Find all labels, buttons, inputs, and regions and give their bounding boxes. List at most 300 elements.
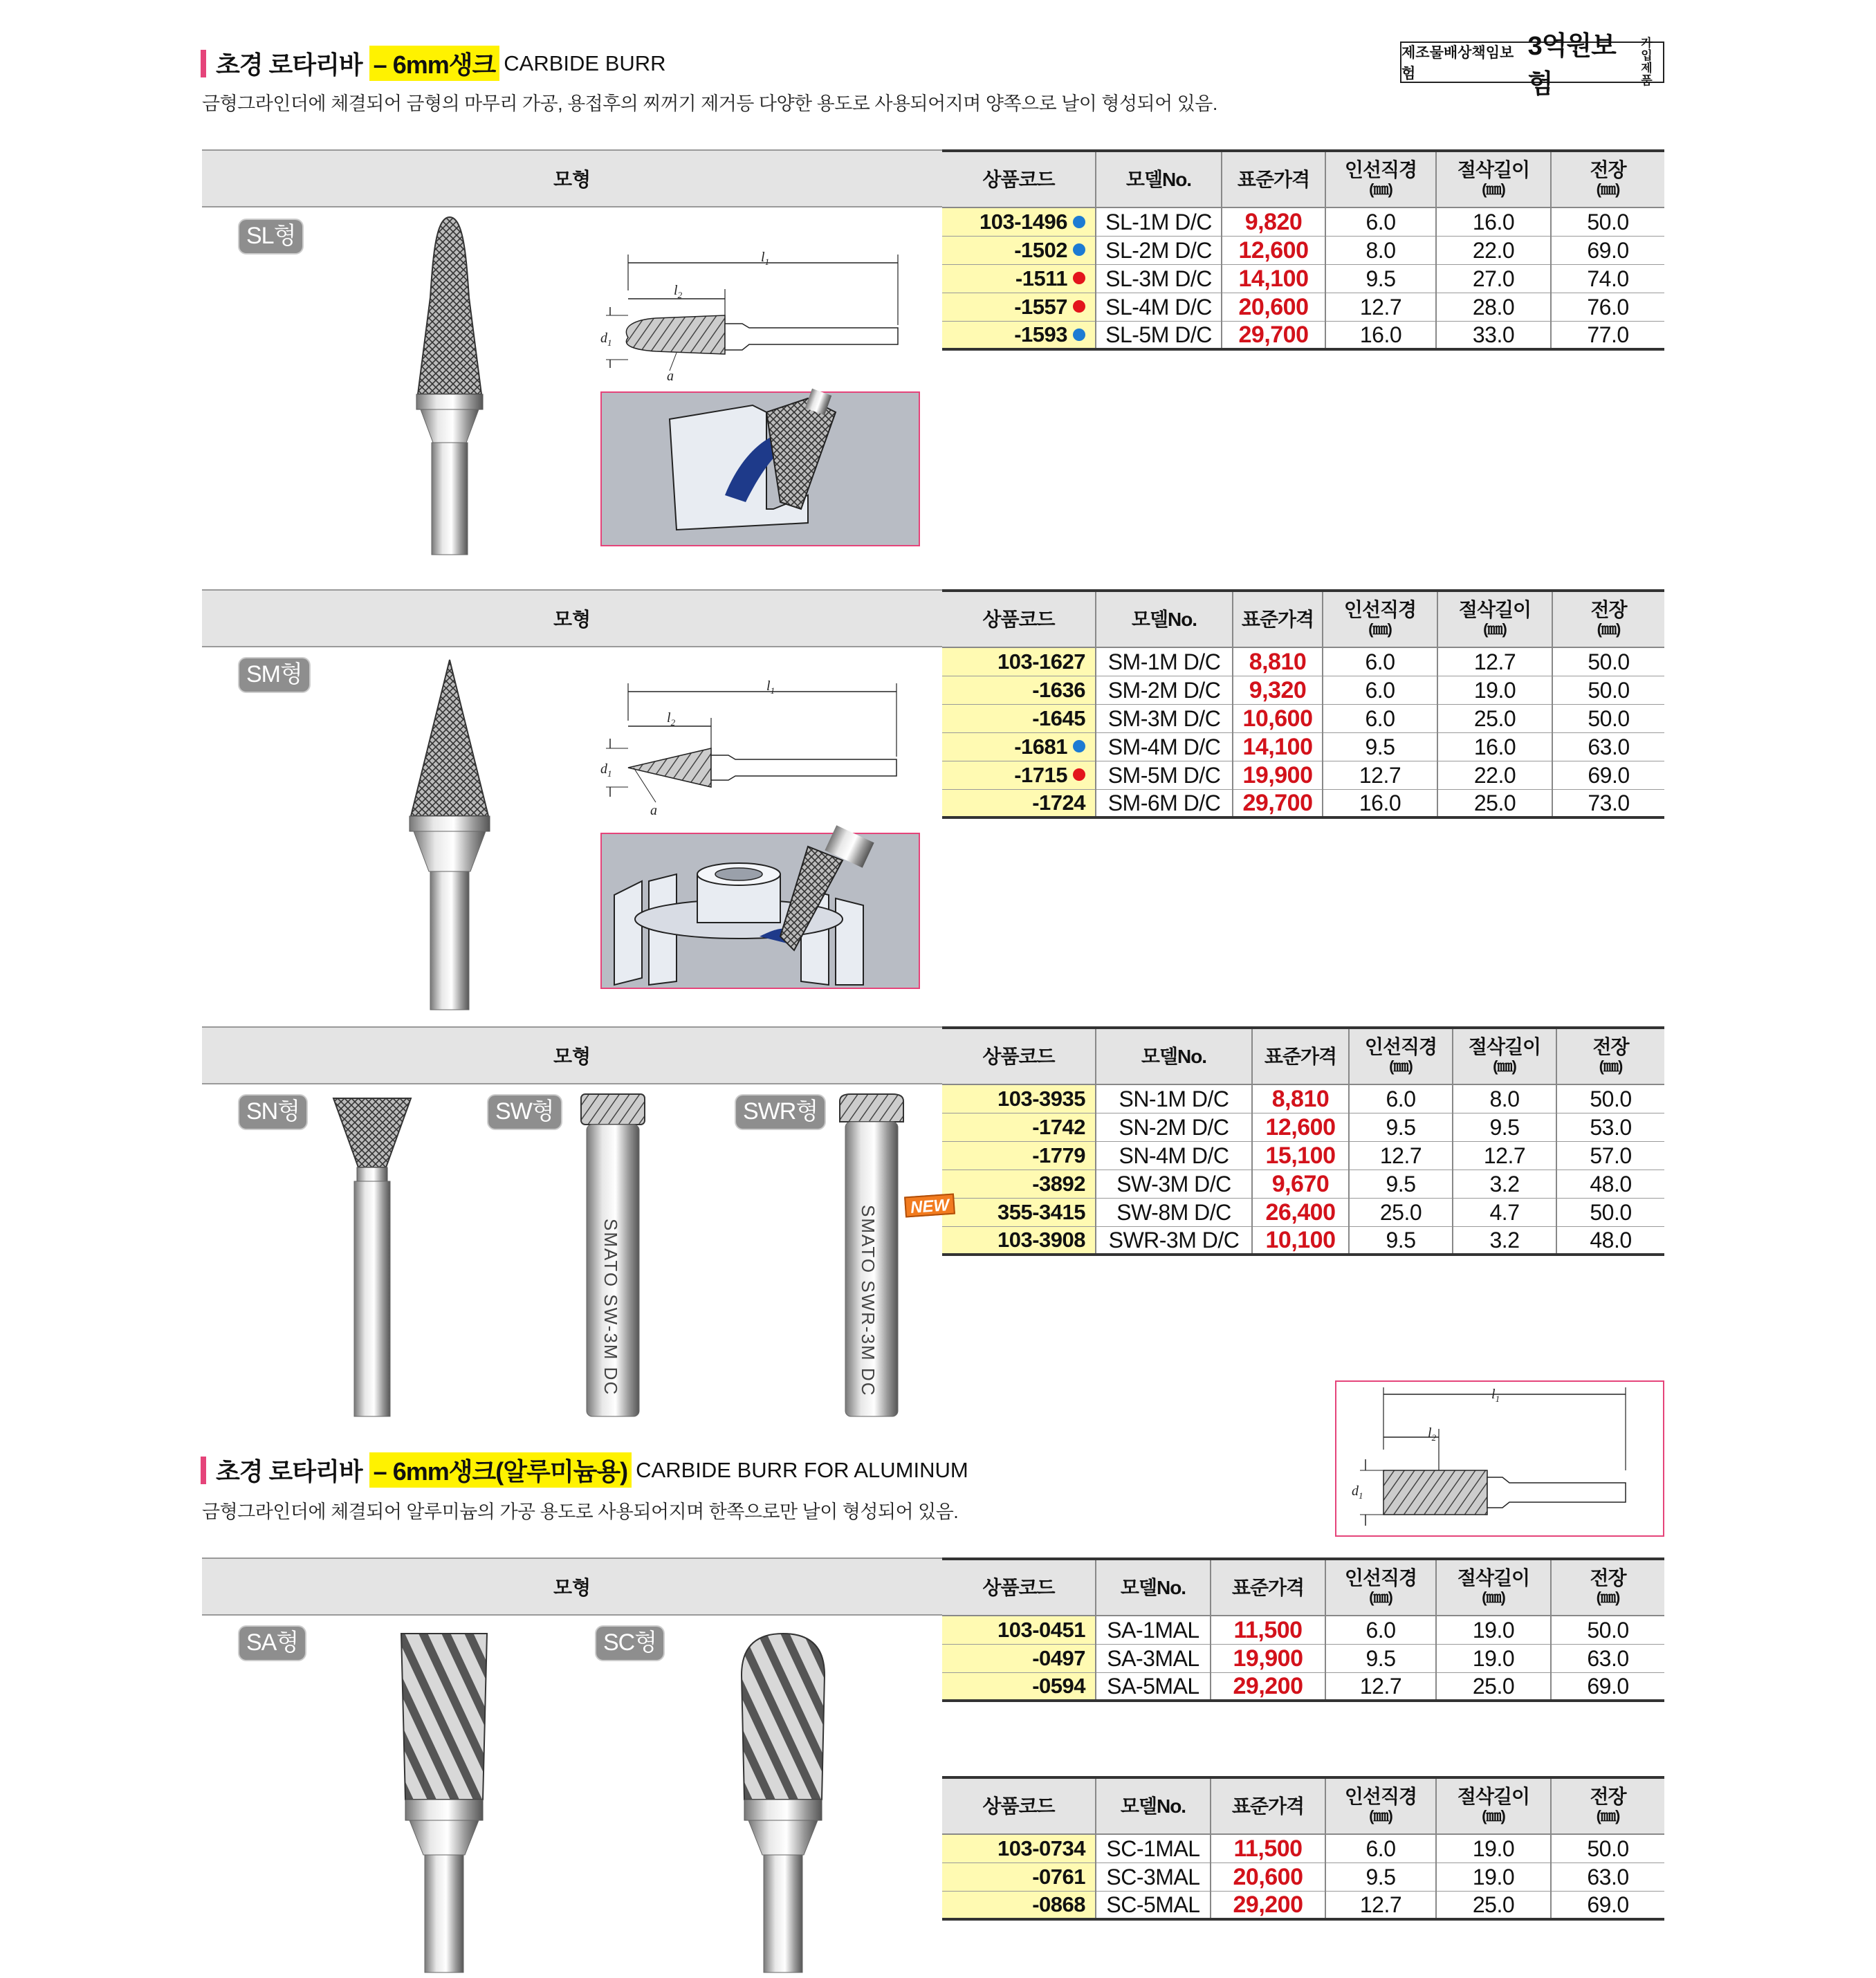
cutting-length-value: 25.0 <box>1472 1892 1515 1917</box>
section2-title-en: CARBIDE BURR FOR ALUMINUM <box>636 1457 968 1482</box>
cutting-length <box>1436 1863 1551 1891</box>
cutting-diameter <box>1323 789 1437 817</box>
model-number-value: SL-5M D/C <box>1105 322 1212 347</box>
col-code: 상품코드 <box>942 1028 1096 1084</box>
product-code-value: -1681 <box>1014 734 1067 759</box>
standard-price-value: 14,100 <box>1238 265 1309 292</box>
standard-price-value: 29,200 <box>1233 1672 1303 1699</box>
dim-l2-label: $l_2$ <box>1428 1425 1437 1443</box>
dim-l1-label: $l_1$ <box>766 678 775 696</box>
table-row <box>942 1644 1664 1672</box>
sn-burr-image <box>331 1098 414 1416</box>
col-unit: (㎜) <box>1597 620 1621 638</box>
cutting-length <box>1436 1616 1551 1644</box>
table-row <box>942 1226 1664 1255</box>
col-diameter <box>1349 1028 1453 1084</box>
badge-swr: SWR형 <box>736 1096 825 1129</box>
col-total-length <box>1551 151 1664 207</box>
cutting-diameter-value: 6.0 <box>1365 649 1395 674</box>
cutting-length-value: 19.0 <box>1472 1864 1515 1889</box>
col-diameter-label: 인선직경 <box>1343 598 1417 620</box>
model-number <box>1096 264 1222 293</box>
col-total-length-label: 전장 <box>1590 1785 1626 1807</box>
standard-price-value: 10,600 <box>1242 705 1313 732</box>
dim-a-label: a <box>667 369 674 384</box>
standard-price <box>1222 293 1325 321</box>
product-code-value: -1593 <box>1014 322 1067 346</box>
cutting-diameter-value: 6.0 <box>1386 1086 1416 1111</box>
model-header: 모형 <box>202 149 942 207</box>
cutting-length <box>1453 1170 1556 1198</box>
model-number <box>1096 1834 1211 1863</box>
total-length-value: 69.0 <box>1587 237 1629 263</box>
new-tag: NEW <box>904 1194 955 1218</box>
standard-price <box>1252 1170 1349 1198</box>
standard-price-value: 9,670 <box>1271 1170 1330 1197</box>
cutting-length-value: 12.7 <box>1473 649 1516 674</box>
total-length <box>1552 761 1664 789</box>
standard-price <box>1222 236 1325 264</box>
badge-sm: SM형 <box>239 658 309 692</box>
section2-description: 금형그라인더에 체결되어 알루미늄의 가공 용도로 사용되어지며 한쪽으로만 날이 형성되어 있음. <box>202 1501 959 1522</box>
col-total-length <box>1552 591 1664 647</box>
cutting-diameter-value: 6.0 <box>1365 209 1396 234</box>
standard-price-value: 19,900 <box>1233 1645 1303 1672</box>
badge-sl: SL형 <box>239 220 302 253</box>
standard-price <box>1211 1891 1325 1919</box>
blue-dot-icon <box>1073 216 1085 228</box>
red-dot-icon <box>1073 300 1085 313</box>
total-length-value: 53.0 <box>1590 1114 1632 1140</box>
table-row <box>942 789 1664 817</box>
col-unit: (㎜) <box>1599 1057 1623 1075</box>
standard-price <box>1252 1084 1349 1113</box>
col-model: 모델No. <box>1096 151 1222 207</box>
col-cut-length-label: 절삭길이 <box>1458 598 1532 620</box>
standard-price-value: 29,200 <box>1233 1891 1303 1918</box>
cutting-diameter <box>1323 647 1437 676</box>
model-number-value: SN-2M D/C <box>1119 1114 1229 1140</box>
product-code-value: -0594 <box>1032 1673 1085 1698</box>
table-row <box>942 1863 1664 1891</box>
total-length <box>1556 1170 1664 1198</box>
model-number <box>1096 1891 1211 1919</box>
cutting-length-value: 19.0 <box>1472 1836 1515 1861</box>
cutting-length-value: 3.2 <box>1489 1171 1520 1196</box>
model-number-value: SWR-3M D/C <box>1108 1227 1240 1253</box>
table-row <box>942 761 1664 789</box>
total-length <box>1551 236 1664 264</box>
product-code-value: -0761 <box>1032 1864 1085 1889</box>
section1-description: 금형그라인더에 체결되어 금형의 마무리 가공, 용접후의 찌꺼기 제거등 다양한 용도로 사용되어지며 양쪽으로 날이 형성되어 있음. <box>202 93 1217 114</box>
standard-price-value: 12,600 <box>1265 1113 1336 1140</box>
insurance-prefix: 제조물배상책임보험 <box>1401 45 1514 82</box>
cutting-length-value: 12.7 <box>1483 1143 1526 1168</box>
title-accent-bar <box>201 50 206 77</box>
dim-d1-label: $d_1$ <box>1352 1484 1363 1501</box>
cutting-diameter <box>1325 264 1436 293</box>
cutting-length-value: 27.0 <box>1472 266 1515 291</box>
col-cut-length-label: 절삭길이 <box>1457 158 1530 181</box>
model-number <box>1096 1616 1211 1644</box>
model-number <box>1096 1863 1211 1891</box>
product-code-value: 103-3908 <box>997 1227 1085 1252</box>
total-length-value: 48.0 <box>1590 1171 1632 1196</box>
col-model: 모델No. <box>1096 1777 1211 1834</box>
cutting-length <box>1437 789 1552 817</box>
cutting-length-value: 25.0 <box>1473 790 1516 815</box>
insurance-badge <box>1400 32 1664 99</box>
total-length <box>1556 1198 1664 1226</box>
model-number <box>1096 1198 1252 1226</box>
cutting-diameter-value: 9.5 <box>1365 734 1395 759</box>
total-length-value: 57.0 <box>1590 1143 1632 1168</box>
model-number <box>1096 761 1233 789</box>
cutting-diameter <box>1349 1198 1453 1226</box>
col-unit: (㎜) <box>1596 1806 1620 1824</box>
product-code-value: -1511 <box>1015 266 1067 290</box>
table-row <box>942 1672 1664 1701</box>
product-code-value: 103-0734 <box>997 1836 1085 1860</box>
col-cut-length-label: 절삭길이 <box>1457 1566 1530 1589</box>
product-code <box>942 236 1096 264</box>
standard-price-value: 11,500 <box>1233 1616 1303 1643</box>
cutting-diameter-value: 12.7 <box>1379 1143 1422 1168</box>
cutting-length <box>1437 647 1552 676</box>
model-number-value: SM-4M D/C <box>1107 734 1221 759</box>
cutting-length-value: 4.7 <box>1489 1199 1520 1225</box>
col-price: 표준가격 <box>1222 151 1325 207</box>
product-code-value: -1557 <box>1014 294 1067 319</box>
total-length-value: 50.0 <box>1587 209 1629 234</box>
model-number-value: SC-3MAL <box>1106 1864 1200 1889</box>
dim-l2-label: $l_2$ <box>667 710 676 728</box>
col-code: 상품코드 <box>942 1559 1096 1616</box>
table-row <box>942 236 1664 264</box>
total-length-value: 50.0 <box>1587 1836 1629 1861</box>
insurance-suffix-top: 가입 <box>1641 37 1653 62</box>
model-number <box>1096 676 1233 704</box>
section2-title <box>201 1452 968 1488</box>
red-dot-icon <box>1073 272 1085 284</box>
blue-dot-icon <box>1073 329 1085 341</box>
blue-dot-icon <box>1073 243 1085 256</box>
sm-usage-illustration <box>600 833 920 989</box>
product-code-value: -0497 <box>1032 1645 1085 1670</box>
product-code <box>942 1226 1096 1255</box>
total-length-value: 77.0 <box>1587 322 1629 347</box>
col-total-length-label: 전장 <box>1590 158 1626 181</box>
product-code <box>942 293 1096 321</box>
model-number-value: SM-6M D/C <box>1107 790 1221 815</box>
col-diameter-label: 인선직경 <box>1344 1785 1417 1807</box>
cutting-diameter-value: 9.5 <box>1365 1864 1396 1889</box>
product-code-value: 355-3415 <box>997 1199 1085 1224</box>
dim-d1-label: $d_1$ <box>600 331 612 348</box>
total-length <box>1552 647 1664 676</box>
product-code-value: -1724 <box>1032 790 1085 815</box>
cutting-diameter-value: 8.0 <box>1365 237 1396 263</box>
product-code <box>942 1863 1096 1891</box>
standard-price <box>1211 1672 1325 1701</box>
table-row <box>942 1834 1664 1863</box>
total-length <box>1551 1644 1664 1672</box>
standard-price <box>1211 1644 1325 1672</box>
blue-dot-icon <box>1073 740 1085 752</box>
cutting-length-value: 8.0 <box>1489 1086 1520 1111</box>
total-length-value: 73.0 <box>1588 790 1630 815</box>
model-number-value: SM-1M D/C <box>1107 649 1221 674</box>
col-unit: (㎜) <box>1482 1588 1505 1606</box>
table-row <box>942 1084 1664 1113</box>
col-diameter-label: 인선직경 <box>1344 1566 1417 1589</box>
product-code <box>942 1891 1096 1919</box>
product-code <box>942 1084 1096 1113</box>
product-code-value: -1715 <box>1014 762 1067 787</box>
col-cut-length <box>1453 1028 1556 1084</box>
col-diameter <box>1323 591 1437 647</box>
model-number <box>1096 1672 1211 1701</box>
product-code <box>942 704 1096 732</box>
standard-price <box>1252 1141 1349 1170</box>
badge-sc: SC형 <box>596 1627 663 1660</box>
product-code-value: -1779 <box>1032 1143 1085 1167</box>
cutting-length-value: 16.0 <box>1472 209 1515 234</box>
col-diameter <box>1325 151 1436 207</box>
col-code: 상품코드 <box>942 151 1096 207</box>
cutting-diameter <box>1325 321 1436 349</box>
col-unit: (㎜) <box>1482 180 1505 198</box>
model-number-value: SM-3M D/C <box>1107 705 1221 731</box>
table-row <box>942 647 1664 676</box>
standard-price <box>1233 789 1323 817</box>
product-code <box>942 264 1096 293</box>
model-number <box>1096 1644 1211 1672</box>
total-length-value: 63.0 <box>1587 1864 1629 1889</box>
col-cut-length <box>1436 1777 1551 1834</box>
model-number-value: SW-3M D/C <box>1116 1171 1231 1196</box>
standard-price-value: 8,810 <box>1271 1085 1330 1112</box>
col-total-length-label: 전장 <box>1590 1566 1626 1589</box>
total-length-value: 63.0 <box>1587 1645 1629 1671</box>
cutting-length-value: 22.0 <box>1472 237 1515 263</box>
cutting-length-value: 33.0 <box>1472 322 1515 347</box>
model-number <box>1096 647 1233 676</box>
cutting-diameter-value: 25.0 <box>1379 1199 1422 1225</box>
standard-price-value: 29,700 <box>1238 321 1309 348</box>
cutting-length <box>1436 264 1551 293</box>
standard-price-value: 29,700 <box>1242 789 1313 816</box>
title-accent-bar <box>201 1457 206 1484</box>
sl-dimension-diagram <box>600 249 905 384</box>
model-number-value: SA-3MAL <box>1107 1645 1199 1671</box>
cutting-diameter <box>1323 761 1437 789</box>
table-row <box>942 1170 1664 1198</box>
cutting-length <box>1436 321 1551 349</box>
model-number <box>1096 732 1233 761</box>
cutting-length <box>1436 293 1551 321</box>
product-code <box>942 1141 1096 1170</box>
cutting-diameter <box>1325 1834 1436 1863</box>
product-code-value: 103-1496 <box>979 209 1067 234</box>
col-total-length <box>1551 1777 1664 1834</box>
col-unit: (㎜) <box>1369 1588 1392 1606</box>
total-length <box>1551 1891 1664 1919</box>
standard-price <box>1233 704 1323 732</box>
col-unit: (㎜) <box>1482 1806 1505 1824</box>
product-code <box>942 1834 1096 1863</box>
col-code: 상품코드 <box>942 1777 1096 1834</box>
col-price: 표준가격 <box>1233 591 1323 647</box>
standard-price <box>1252 1226 1349 1255</box>
table-row <box>942 732 1664 761</box>
col-unit: (㎜) <box>1389 1057 1413 1075</box>
cutting-diameter <box>1325 1644 1436 1672</box>
total-length <box>1551 1672 1664 1701</box>
cutting-length-value: 22.0 <box>1473 762 1516 788</box>
model-number-value: SW-8M D/C <box>1116 1199 1231 1225</box>
cutting-length <box>1436 1834 1551 1863</box>
total-length <box>1551 1616 1664 1644</box>
model-header: 모형 <box>202 589 942 647</box>
col-unit: (㎜) <box>1493 1057 1516 1075</box>
model-number-value: SC-1MAL <box>1106 1836 1200 1861</box>
total-length-value: 69.0 <box>1587 1892 1629 1917</box>
total-length <box>1551 321 1664 349</box>
model-number <box>1096 1113 1252 1141</box>
cutting-length <box>1453 1113 1556 1141</box>
section1-title <box>201 46 666 81</box>
col-price: 표준가격 <box>1211 1559 1325 1616</box>
red-dot-icon <box>1073 768 1085 781</box>
spec-table-sl <box>942 149 1664 351</box>
standard-price-value: 8,810 <box>1249 648 1307 675</box>
spec-table-sc <box>942 1776 1664 1921</box>
total-length <box>1552 704 1664 732</box>
product-code-value: -1645 <box>1032 705 1085 730</box>
sw-burr-image <box>578 1094 647 1416</box>
swr-burr-image <box>837 1094 906 1416</box>
badge-sa: SA형 <box>239 1627 305 1660</box>
model-number-value: SL-2M D/C <box>1105 237 1212 263</box>
model-number <box>1096 789 1233 817</box>
product-code <box>942 732 1096 761</box>
product-code <box>942 1672 1096 1701</box>
cutting-diameter-value: 16.0 <box>1359 322 1402 347</box>
table-row <box>942 264 1664 293</box>
standard-price-value: 19,900 <box>1242 761 1313 788</box>
total-length-value: 69.0 <box>1588 762 1630 788</box>
col-model: 모델No. <box>1096 1559 1211 1616</box>
col-model: 모델No. <box>1096 1028 1252 1084</box>
total-length <box>1551 207 1664 236</box>
table-row <box>942 207 1664 236</box>
model-number <box>1096 207 1222 236</box>
total-length <box>1551 1863 1664 1891</box>
cutting-diameter-value: 9.5 <box>1365 266 1396 291</box>
standard-price <box>1211 1834 1325 1863</box>
section1-title-en: CARBIDE BURR <box>504 50 666 75</box>
product-code <box>942 1198 1096 1226</box>
table-row <box>942 293 1664 321</box>
cutting-diameter <box>1349 1141 1453 1170</box>
dim-d1-label: $d_1$ <box>600 761 612 779</box>
standard-price-value: 26,400 <box>1265 1199 1336 1226</box>
product-code-value: 103-1627 <box>997 649 1085 674</box>
table-row <box>942 1616 1664 1644</box>
cutting-length-value: 19.0 <box>1472 1645 1515 1671</box>
cutting-length <box>1436 1891 1551 1919</box>
standard-price-value: 9,820 <box>1244 208 1303 235</box>
total-length-value: 74.0 <box>1587 266 1629 291</box>
model-number-value: SA-5MAL <box>1107 1673 1199 1699</box>
product-code-value: 103-0451 <box>997 1617 1085 1642</box>
table-row <box>942 676 1664 704</box>
model-number-value: SN-1M D/C <box>1119 1086 1229 1111</box>
model-number-value: SM-5M D/C <box>1107 762 1221 788</box>
table-row <box>942 321 1664 349</box>
cutting-length-value: 28.0 <box>1472 294 1515 320</box>
col-total-length <box>1551 1559 1664 1616</box>
total-length-value: 50.0 <box>1587 1617 1629 1643</box>
cutting-length-value: 3.2 <box>1489 1227 1520 1253</box>
product-code-value: -1742 <box>1032 1114 1085 1139</box>
cutting-length <box>1453 1084 1556 1113</box>
standard-price-value: 12,600 <box>1238 237 1309 264</box>
badge-sw: SW형 <box>488 1096 561 1129</box>
cutting-diameter <box>1325 1863 1436 1891</box>
total-length-value: 48.0 <box>1590 1227 1632 1253</box>
dim-l2-label: $l_2$ <box>674 283 683 300</box>
product-code <box>942 1616 1096 1644</box>
cutting-diameter <box>1349 1084 1453 1113</box>
cutting-length-value: 9.5 <box>1489 1114 1520 1140</box>
section1-title-highlight: – 6mm생크 <box>369 46 500 81</box>
standard-price-value: 10,100 <box>1265 1226 1336 1253</box>
badge-sn: SN형 <box>239 1096 306 1129</box>
standard-price <box>1252 1113 1349 1141</box>
col-diameter <box>1325 1559 1436 1616</box>
cutting-length-value: 19.0 <box>1472 1617 1515 1643</box>
total-length <box>1556 1113 1664 1141</box>
model-number-value: SN-4M D/C <box>1119 1143 1229 1168</box>
cutting-diameter <box>1323 732 1437 761</box>
cutting-diameter <box>1349 1226 1453 1255</box>
total-length-value: 50.0 <box>1590 1086 1632 1111</box>
col-model: 모델No. <box>1096 591 1233 647</box>
sc-burr-image <box>735 1634 831 1972</box>
sl-burr-image <box>408 214 491 555</box>
cutting-diameter <box>1349 1170 1453 1198</box>
product-code <box>942 321 1096 349</box>
total-length-value: 76.0 <box>1587 294 1629 320</box>
product-code <box>942 1644 1096 1672</box>
dim-l1-label: $l_1$ <box>1491 1387 1500 1404</box>
total-length <box>1556 1226 1664 1255</box>
standard-price-value: 15,100 <box>1265 1142 1336 1169</box>
cutting-diameter <box>1323 676 1437 704</box>
standard-price <box>1222 264 1325 293</box>
total-length-value: 63.0 <box>1588 734 1630 759</box>
col-total-length-label: 전장 <box>1590 598 1627 620</box>
model-number <box>1096 1084 1252 1113</box>
model-number <box>1096 293 1222 321</box>
table-row <box>942 1113 1664 1141</box>
cutting-length <box>1436 207 1551 236</box>
swr-shank-engraving: SMATO SWR-3M DC <box>858 1205 879 1397</box>
dim-l1-label: $l_1$ <box>761 250 770 267</box>
cutting-diameter-value: 12.7 <box>1359 294 1402 320</box>
